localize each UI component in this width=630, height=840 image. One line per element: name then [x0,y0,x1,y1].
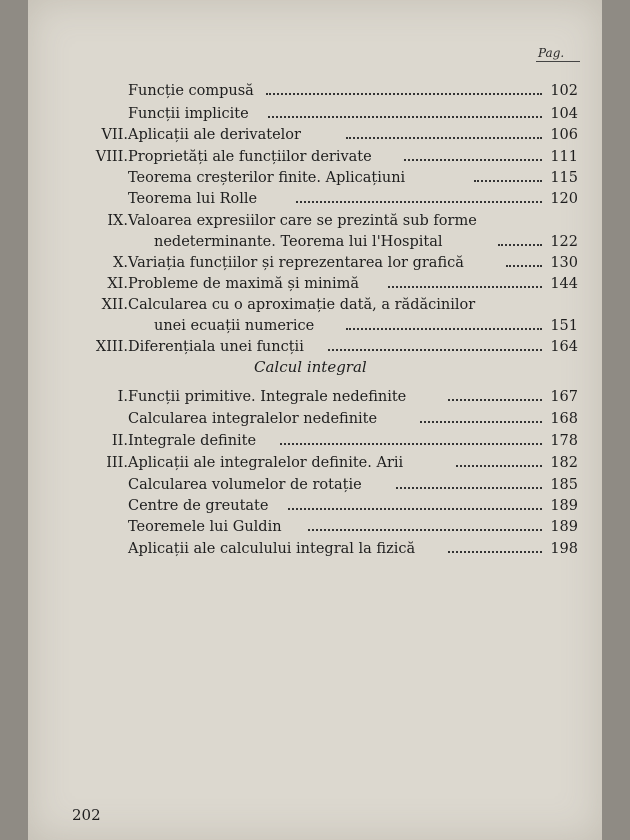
toc-entry-number: IX. [107,213,128,229]
toc-entry [28,495,602,517]
dot-leader [280,443,542,445]
toc-entry-number: I. [117,389,128,405]
toc-entry [28,273,602,295]
toc-entry-page: 164 [550,339,578,355]
toc-entry-title: Proprietăți ale funcțiilor derivate [128,149,372,165]
toc-entry-page: 189 [550,519,578,535]
toc-entry-page: 182 [550,455,578,471]
table-of-contents [28,0,602,840]
toc-entry [28,167,602,189]
toc-entry-title: Aplicații ale derivatelor [128,127,301,143]
toc-entry-number: VII. [101,127,128,143]
toc-entry-page: 111 [550,149,578,165]
toc-entry-number: XII. [101,297,128,313]
section-title: Calcul integral [254,358,367,376]
toc-entry-title: Calcularea volumelor de rotație [128,477,362,493]
dot-leader [266,93,542,95]
toc-entry-page: 178 [550,433,578,449]
book-page [28,0,602,840]
page-column-label: Pag. [538,46,565,60]
toc-entry-number: II. [111,433,128,449]
dot-leader [506,265,542,267]
toc-entry-number: X. [113,255,128,271]
toc-entry-page: 106 [550,127,578,143]
toc-entry-page: 167 [550,389,578,405]
toc-entry-page: 120 [550,191,578,207]
toc-entry-title: Variația funcțiilor și reprezentarea lor grafică [128,255,464,271]
toc-entry-title: Funcție compusă [128,83,254,99]
dot-leader [404,159,542,161]
toc-entry-title: Calcularea cu o aproximație dată, a rădăcinilor [128,297,476,313]
toc-entry-page: 168 [550,411,578,427]
toc-entry [28,124,602,146]
toc-entry-title: nedeterminante. Teorema lui l'Hospital [154,234,443,250]
dot-leader [288,508,542,510]
toc-entry-title: Centre de greutate [128,498,269,514]
toc-entry-page: 144 [550,276,578,292]
toc-entry [28,294,602,316]
toc-entry-number: XI. [107,276,128,292]
dot-leader [456,465,542,467]
toc-entry [28,516,602,538]
toc-entry-title: Integrale definite [128,433,257,449]
toc-entry-title: Funcții primitive. Integrale nedefinite [128,389,407,405]
dot-leader [308,529,542,531]
toc-entry [28,430,602,452]
toc-entry [28,210,602,232]
dot-leader [346,137,542,139]
toc-entry-number: XIII. [95,339,128,355]
toc-entry [28,474,602,496]
dot-leader [346,328,542,330]
toc-entry-page: 151 [550,318,578,334]
toc-entry-title: Aplicații ale calculului integral la fizică [128,541,416,557]
toc-entry [28,252,602,274]
toc-entry [28,386,602,408]
dot-leader [328,349,542,351]
dot-leader [448,551,542,553]
footer-page-number: 202 [72,806,101,824]
toc-entry-page: 189 [550,498,578,514]
toc-entry-page: 115 [550,170,578,186]
toc-entry-page: 185 [550,477,578,493]
dot-leader [448,399,542,401]
toc-entry [28,80,602,102]
toc-entry-page: 198 [550,541,578,557]
toc-entry-title: Calcularea integralelor nedefinite [128,411,378,427]
toc-entry-page: 130 [550,255,578,271]
toc-entry-title: Funcții implicite [128,106,249,122]
toc-entry [28,315,602,337]
toc-entry-title: Valoarea expresiilor care se prezintă sub forme [128,213,477,229]
toc-entry-title: unei ecuații numerice [154,318,315,334]
toc-entry [28,452,602,474]
toc-entry [28,231,602,253]
dot-leader [396,487,542,489]
toc-entry-page: 122 [550,234,578,250]
toc-entry [28,103,602,125]
toc-entry-title: Teorema creșterilor finite. Aplicațiuni [128,170,406,186]
dot-leader [498,244,542,246]
toc-entry-page: 104 [550,106,578,122]
toc-entry [28,336,602,358]
toc-entry-title: Probleme de maximă și minimă [128,276,359,292]
dot-leader [474,180,542,182]
toc-entry-number: VIII. [95,149,128,165]
dot-leader [296,201,542,203]
dot-leader [420,421,542,423]
toc-entry-title: Teoremele lui Guldin [128,519,282,535]
toc-entry [28,408,602,430]
toc-entry-number: III. [106,455,128,471]
toc-entry [28,538,602,560]
dot-leader [388,286,542,288]
dot-leader [268,116,542,118]
toc-entry-title: Aplicații ale integralelor definite. Arii [128,455,404,471]
toc-entry [28,146,602,168]
toc-entry-title: Teorema lui Rolle [128,191,258,207]
toc-entry-title: Diferențiala unei funcții [128,339,304,355]
toc-entry [28,188,602,210]
toc-entry-page: 102 [550,83,578,99]
